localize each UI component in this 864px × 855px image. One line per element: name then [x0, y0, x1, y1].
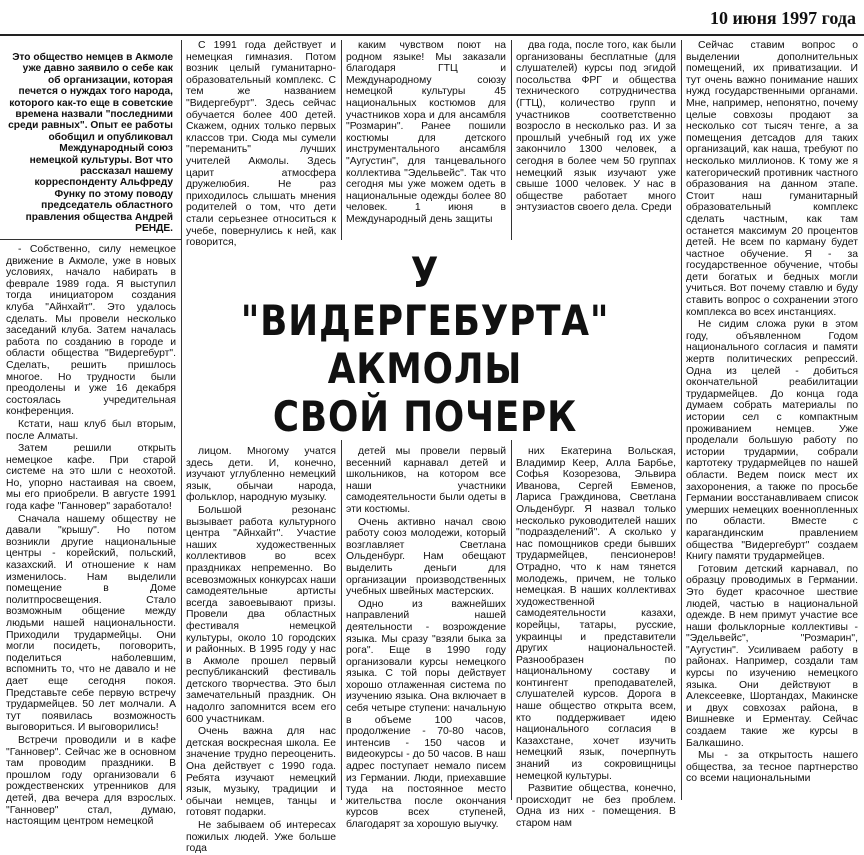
column-rule	[341, 440, 342, 800]
paragraph: каким чувством поют на родном языке! Мы заказали благодаря ГТЦ и Международному союзу немецкой культуры 45 национальных костюмов для участников хора и для ансамбля "Розмарин". Ранее пошили костюмы для детского инструментального ансамбля "Аугустин", для танцевального коллектива "Эдельвейс". Так что сегодня мы уже можем одеть в национальные одежды более 80 человек. 1 июня в Международный день защиты	[346, 40, 506, 225]
column-2-bottom	[186, 446, 336, 855]
paragraph: Не сидим сложа руки в этом году, объявленном Годом национального согласия и памяти жертв политических репрессий. Одна из целей - добиться окончательной реабилитации трудармейцев. До конца года думаем собрать материалы по истории сел с компактным проживанием немцев. Уже проделали большую работу по истории трудармии, собрали картотеку трудармейцев по нашей области. Ведем поиск мест их захоронения, а также по просьбе Германии восстанавливаем список умерших немецких военнопленных по области. Вместе с карагандинским правлением общества "Видергебурт" создаем Книгу памяти трудармейцев.	[686, 319, 858, 563]
paragraph: Сначала нашему обществу не давали "крышу". Но потом возникли другие национальные центры - корейский, польский, казахский. И отношение к нам изменилось. Нам выделили помещение в Доме политпросвещения. Стало возможным общение между людьми нашей национальности. Приходили трудармейцы. Они могли посидеть, поговорить, поделиться наболевшим, вспомнить то, что не давало и не дает еще сегодня покоя. Представьте себе первую встречу трудармейцев. 50 лет молчали. А тут появилась возможность выговориться. И выговорились!	[6, 513, 176, 734]
lead-separator	[0, 239, 181, 240]
headline-line-1: У "ВИДЕРГЕБУРТА"	[240, 248, 610, 345]
column-1	[6, 244, 176, 828]
column-rule	[511, 40, 512, 240]
paragraph: Очень важна для нас детская воскресная школа. Ее значение трудно переоценить. Она действует с 1990 года. Ребята изучают немецкий язык, музыку, традиции и обычаи немцев, танцы и готовят подарки.	[186, 726, 336, 819]
paragraph: Сейчас ставим вопрос о выделении дополнительных помещений, их приватизации. И тут очень важно понимание наших нужд государственными органами. Мне, например, непонятно, почему целые совхозы продают за несколько сот тысяч тенге, а за помещения детсадов для таких организаций, как наша, требуют по несколько миллионов. К тому же я категорический противник частного образования на данном этапе. Стоит наш гуманитарный образовательный комплекс сделать частным, как там останется максимум 20 процентов детей. Не всем по карману будет частное обучение. Я - за государственное обучение, чтобы дети богатых и бедных могли учиться. Вот почему ставлю и буду ставить вопрос о сохранении этого комплекса во всех инстанциях.	[686, 40, 858, 318]
paragraph: - Собственно, силу немецкое движение в Акмоле, уже в новых условиях, начало набирать в феврале 1989 года. Я выступил тогда инициатором создания клуба "Айнхайт". Это удалось сделать. Мы провели несколько заседаний клуба. Затем началась работа по созданию в городе и области общества "Видергебурт". Сделать, решить пришлось многое. Но трудности были преодолены и уже 16 декабря состоялась учредительная конференция.	[6, 244, 176, 418]
column-3-top	[346, 40, 506, 230]
column-4-top	[516, 40, 676, 230]
column-5	[686, 40, 858, 800]
paragraph: Очень активно начал свою работу союз молодежи, который возглавляет Светлана Ольденбург. Нам обещают выделить деньги для организации производственных учебных швейных мастерских.	[346, 516, 506, 598]
column-2-top	[186, 40, 336, 249]
paragraph: Готовим детский карнавал, по образцу проводимых в Германии. Это будет красочное шествие людей, частью в национальной одежде. В нем примут участие все наши фольклорные коллективы - "Эдельвейс", "Розмарин", "Аугустин". Усиливаем работу в районах. Например, создали там курсы по изучению немецкого языка. Они действуют в Алексеевке, Шортандах, Макинске и двух совхозах района, в Вишневке и Ерментау. Сейчас создаем такие же курсы в Балкашино.	[686, 563, 858, 749]
paragraph: Мы - за открытость нашего общества, за тесное партнерство со всеми национальными	[686, 750, 858, 785]
paragraph: С 1991 года действует и немецкая гимназия. Потом возник целый гуманитарно-образовательный комплекс. С тем же названием "Видергебурт". Здесь сейчас обучается более 400 детей. Скажем, одних только первых классов три. Сюда мы сумели "переманить" лучших учителей Акмолы. Здесь царит атмосфера дружелюбия. Не раз приходилось слышать мнения родителей о том, что дети стали серьезнее относиться к учебе, повернулись к ней, как говорится,	[186, 40, 336, 249]
column-rule	[341, 40, 342, 240]
paragraph: Развитие общества, конечно, происходит не без проблем. Одна из них - помещения. В старом нам	[516, 783, 676, 829]
paragraph: лицом. Многому учатся здесь дети. И, конечно, изучают углубленно немецкий язык, обычаи народа, фольклор, народную музыку.	[186, 446, 336, 504]
paragraph: Кстати, наш клуб был вторым, после Алматы.	[6, 418, 176, 442]
lead-paragraph: Это общество немцев в Акмоле уже давно заявило о себе как об организации, которая печется о нуждах того народа, которого как-то еще в советские времена назвали "последними среди равных". Опыт ее работы обобщил и опубликовал Международный союз немецкой культуры. Вот что рассказал нашему корреспонденту Альфреду Функу по этому поводу председатель областного правления общества Андрей РЕНДЕ.	[8, 52, 173, 235]
headline	[222, 249, 628, 441]
column-rule	[681, 40, 682, 800]
column-4-bottom	[516, 446, 676, 829]
paragraph: Затем решили открыть немецкое кафе. При старой системе на это шли с неохотой. Но, упорно настаивая на своем, мы его приобрели. В августе 1991 года кафе "Ганновер" заработало!	[6, 443, 176, 513]
column-rule	[511, 440, 512, 800]
column-rule	[181, 40, 182, 800]
top-rule	[0, 34, 864, 36]
paragraph: Не забываем об интересах пожилых людей. Уже больше года	[186, 820, 336, 855]
paragraph: Одно из важнейших направлений нашей деятельности - возрождение языка. Мы сразу "взяли быка за рога". Еще в 1990 году организовали курсы немецкого языка. С той поры действует хорошо отлаженная система по изучению языка. Она включает в себя четыре ступени: начальную в объеме 100 часов, продолжение - 70-80 часов, интенсив - 150 часов и видеокурсы - до 50 часов. В наш адрес поступает немало писем из Германии. Люди, приехавшие туда на постоянное место жительства после окончания курсов всех ступеней, благодарят за хорошую выучку.	[346, 598, 506, 830]
paragraph: Большой резонанс вызывает работа культурного центра "Айнхайт". Участие наших художественных коллективов во всех праздниках непременно. Во всевозможных конкурсах наши самодеятельные артисты всегда завоевывают призы. Провели два областных фестиваля немецкой культуры, около 10 городских и районных. В 1995 году у нас в Акмоле прошел первый республиканский фестиваль детского творчества. Это был замечательный праздник. Он надолго запомнится всем его 600 участникам.	[186, 504, 336, 725]
headline-line-3: СВОЙ ПОЧЕРК	[272, 392, 578, 441]
paragraph: них Екатерина Вольская, Владимир Кеер, Алла Барбье, Софья Козорезова, Эльвира Иванова, Сергей Евменов, Лариса Граждинова, Светлана Ольденбург. Я назвал только несколько руководителей наших "подразделений". А сколько у нас помощников среди бывших трудармейцев, пенсионеров! Отрадно, что к нам тянется молодежь, причем, не только немецкая. В наших коллективах художественной самодеятельности казахи, корейцы, татары, русские, украинцы и представители других национальностей. Разнообразен по национальному составу и контингент преподавателей, слушателей курсов. Дорога в наше общество открыта всем, кто поддерживает идею национального согласия в Казахстане, хочет изучить немецкий язык, почерпнуть знаний из сокровищницы немецкой культуры.	[516, 446, 676, 782]
column-3-bottom	[346, 446, 506, 830]
headline-line-2: АКМОЛЫ	[327, 344, 523, 393]
paragraph: Встречи проводили и в кафе "Ганновер". Сейчас же в основном там проводим праздники. В прошлом году организовали 6 рождественских утренников для детей, два вечера для взрослых. "Ганновер" стал, думаю, настоящим центром немецкой	[6, 734, 176, 828]
paragraph: детей мы провели первый весенний карнавал детей и школьников, на котором все наши участники самодеятельности были одеты в эти костюмы.	[346, 446, 506, 515]
headline-box	[186, 229, 664, 443]
issue-date: 10 июня 1997 года	[709, 8, 856, 28]
paragraph: два года, после того, как были организованы бесплатные (для слушателей) курсы под эгидой посольства ФРГ и общества технического сотрудничества (ГТЦ), количество групп и участников соответственно возросло в несколько раз. И за прошлый учебный год их уже закончило 1300 человек, а сегодня в более чем 50 группах немецкий язык изучают уже свыше 1000 человек. У нас в обществе работает много энтузиастов своего дела. Среди	[516, 40, 676, 214]
